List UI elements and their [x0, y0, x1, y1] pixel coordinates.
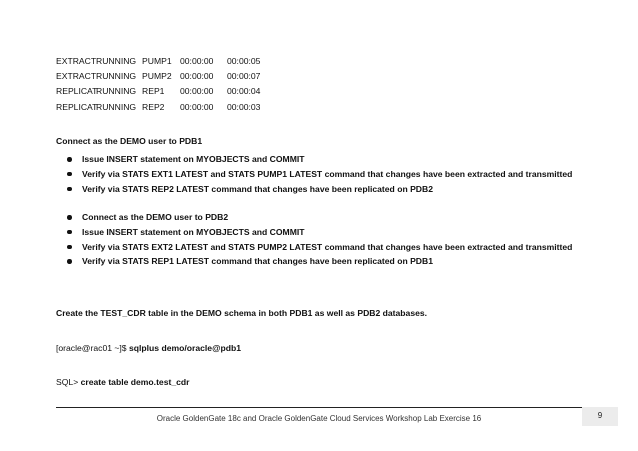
lag-at-checkpoint: 00:00:00 [180, 56, 214, 66]
page-number: 9 [582, 407, 618, 426]
bullet-icon [67, 172, 72, 177]
lag-at-checkpoint: 00:00:00 [180, 86, 214, 97]
section-heading: Create the TEST_CDR table in the DEMO schema in both PDB1 as well as PDB2 databases. [56, 308, 428, 318]
process-name: PUMP2 [142, 71, 172, 82]
bullet-list [56, 210, 616, 269]
bullet-icon [67, 187, 72, 192]
bullet-list [56, 152, 616, 196]
time-since-checkpoint: 00:00:03 [227, 101, 261, 112]
time-since-checkpoint: 00:00:05 [227, 56, 261, 66]
bullet-icon [67, 259, 72, 264]
list-item [56, 254, 616, 269]
process-status: RUNNING [96, 71, 137, 82]
process-name: PUMP1 [142, 56, 172, 66]
section-heading: Connect as the DEMO user to PDB1 [56, 136, 203, 146]
process-type: EXTRACT [56, 71, 97, 82]
command-text: create table demo.test_cdr [80, 377, 190, 387]
lag-at-checkpoint: 00:00:00 [180, 101, 214, 112]
list-item-text: Issue INSERT statement on MYOBJECTS and COMMIT [82, 226, 305, 237]
process-status: RUNNING [96, 86, 137, 97]
bullet-icon [67, 157, 72, 162]
process-name: REP1 [142, 86, 165, 97]
process-status: RUNNING [96, 56, 137, 66]
process-type: REPLICAT [56, 101, 98, 112]
list-item-text: Connect as the DEMO user to PDB2 [82, 212, 229, 222]
list-item-text: Verify via STATS REP2 LATEST command that changes have been replicated on PDB2 [82, 183, 434, 194]
bullet-icon [67, 215, 72, 220]
list-item-text: Verify via STATS EXT2 LATEST and STATS PUMP2 LATEST command that changes have been extracted and transmitted [82, 241, 573, 252]
process-status: RUNNING [96, 101, 137, 112]
sql-prompt: SQL> [56, 377, 81, 387]
lag-at-checkpoint: 00:00:00 [180, 71, 214, 82]
time-since-checkpoint: 00:00:07 [227, 71, 261, 82]
list-item [56, 225, 616, 240]
process-name: REP2 [142, 101, 165, 112]
process-type: REPLICAT [56, 86, 98, 97]
list-item [56, 182, 616, 197]
list-item [56, 210, 616, 225]
bullet-icon [67, 245, 72, 250]
bullet-icon [67, 230, 72, 235]
list-item-text: Verify via STATS REP1 LATEST command that changes have been replicated on PDB1 [82, 256, 434, 267]
list-item-text: Issue INSERT statement on MYOBJECTS and COMMIT [82, 154, 305, 164]
footer-text: Oracle GoldenGate 18c and Oracle GoldenGate Cloud Services Workshop Lab Exercise 16 [156, 414, 482, 423]
list-item [56, 167, 616, 182]
command-line [56, 377, 190, 387]
process-type: EXTRACT [56, 56, 97, 66]
list-item [56, 240, 616, 255]
command-line [56, 343, 241, 353]
list-item-text: Verify via STATS EXT1 LATEST and STATS PUMP1 LATEST command that changes have been extracted and transmitted [82, 168, 573, 179]
list-item [56, 152, 616, 167]
shell-prompt: [oracle@rac01 ~]$ [56, 343, 129, 353]
footer-divider [56, 407, 582, 408]
command-text: sqlplus demo/oracle@pdb1 [128, 343, 241, 353]
time-since-checkpoint: 00:00:04 [227, 86, 261, 97]
